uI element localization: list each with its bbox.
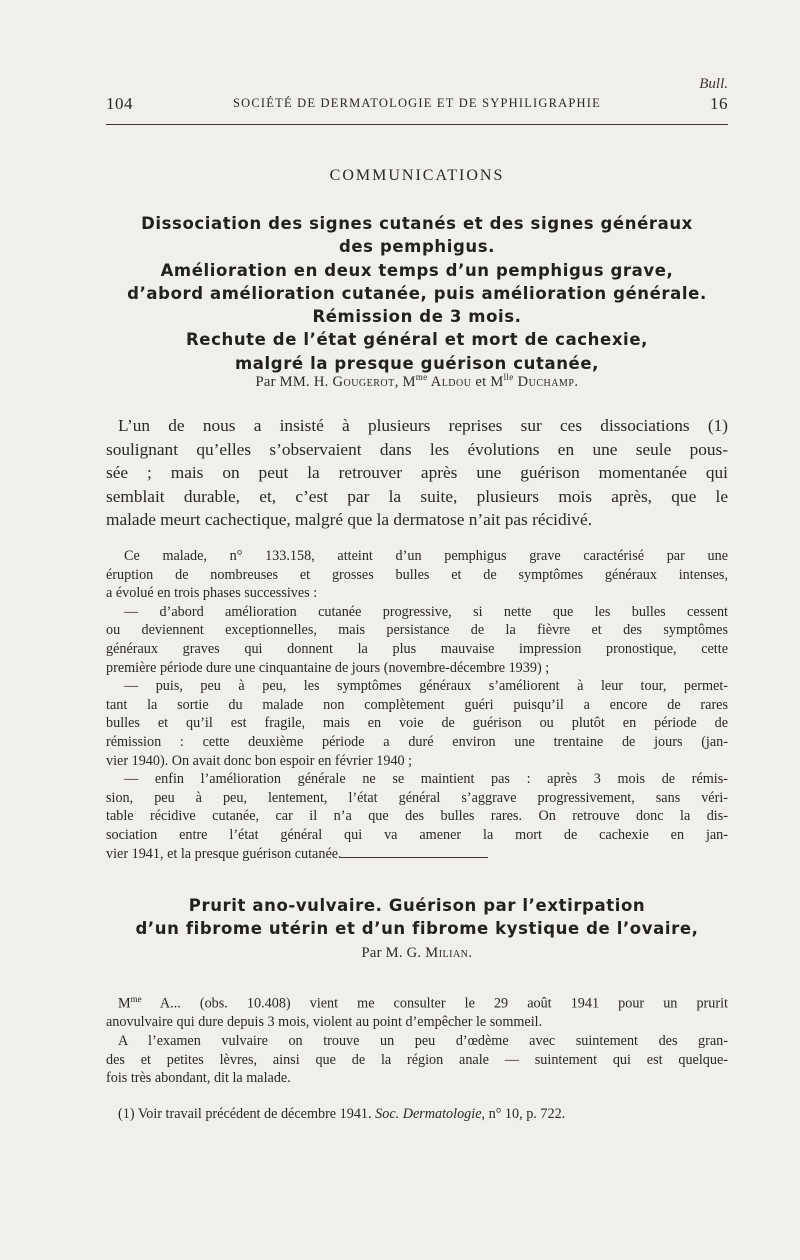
text-line: Ce malade, n° 133.158, atteint d’un pemphigus grave caractérisé par une (124, 548, 728, 564)
author-name: Duchamp. (513, 373, 579, 390)
byline-prefix: Par MM. H. (255, 373, 333, 390)
corner-annotation: Bull. (699, 76, 728, 92)
author-name: Aldou (427, 373, 472, 390)
text-line: A l’examen vulvaire on trouve un peu d’œdème avec suintement des gran- (118, 1032, 728, 1049)
title-abbrev: me (415, 372, 428, 382)
text-line: — d’abord amélioration cutanée progressive, si nette que les bulles cessent (124, 603, 728, 620)
text-line: sion, peu à peu, lentement, l’état général s’aggrave progressivement, sans véri- (106, 789, 728, 806)
text-line: généraux graves qui donnent la plus mauvaise impression pronostique, cette (106, 640, 728, 657)
title-line: Rémission de 3 mois. (312, 307, 522, 327)
text-line: sée ; mais on peut la retrouver après une guérison momentanée qui (106, 463, 728, 483)
text-line: table récidive cutanée, car il n’a que des bulles rares. On retrouve donc la dis- (106, 808, 728, 825)
article-2-byline (106, 945, 728, 962)
footnote-text: , n° 10, p. 722. (481, 1106, 566, 1122)
author-name: Gougerot (332, 373, 395, 390)
section-heading: COMMUNICATIONS (329, 167, 505, 184)
author-name: Milian. (425, 945, 473, 961)
page-number: 104 (106, 94, 133, 113)
running-header (106, 94, 728, 114)
byline-separator: , M (394, 373, 416, 390)
title-line: d’un fibrome utérin et d’un fibrome kystique de l’ovaire, (135, 919, 699, 939)
text-line: fois très abondant, dit la malade. (106, 1070, 291, 1087)
text-line: vier 1941, et la presque guérison cutanée. (106, 845, 342, 862)
text-line: rémission : cette deuxième période a duré environ une trentaine de jours (jan- (106, 733, 728, 750)
running-title: SOCIÉTÉ DE DERMATOLOGIE ET DE SYPHILIGRAPHIE (233, 96, 601, 110)
text-line: éruption de nombreuses et grosses bulles et de symptômes généraux intenses, (106, 566, 728, 583)
title-line: Rechute de l’état général et mort de cachexie, (186, 330, 648, 350)
article-separator (340, 857, 488, 858)
text-line (106, 990, 728, 1013)
text-line: bulles et qu’il est fragile, mais en voie de guérison ou plutôt en période de (106, 715, 728, 732)
byline-prefix: Par M. G. (361, 945, 426, 961)
title-line: Prurit ano-vulvaire. Guérison par l’extirpation (188, 896, 646, 915)
text-line: — enfin l’amélioration générale ne se maintient pas : après 3 mois de rémis- (124, 771, 728, 788)
text-line: semblait durable, et, c’est par la suite, plusieurs mois après, que le (106, 486, 728, 506)
title-line: des pemphigus. (338, 237, 496, 257)
title-abbrev: me (130, 994, 142, 1004)
text-line: tant la sortie du malade non complètement guéri puisqu’il a encore de rares (106, 696, 728, 713)
byline-separator: et M (471, 373, 504, 390)
text-line: vier 1940). On avait donc bon espoir en février 1940 ; (106, 752, 413, 769)
text-line: des et petites lèvres, ainsi que de la région anale — suintement qui est quelque- (106, 1051, 728, 1068)
journal-name: Soc. Dermatologie (375, 1106, 482, 1122)
title-line: malgré la presque guérison cutanée, (235, 353, 599, 373)
text-line: — puis, peu à peu, les symptômes généraux s’améliorent à leur tour, permet- (124, 678, 728, 695)
text-line: L’un de nous a insisté à plusieurs reprises sur ces dissociations (1) (118, 416, 728, 435)
title-abbrev: lle (503, 372, 514, 382)
text-line: ou deviennent exceptionnelles, mais persistance de la fièvre et des symptômes (106, 622, 728, 639)
case-report (106, 547, 728, 863)
title-line: Dissociation des signes cutanés et des signes généraux (141, 214, 693, 233)
article-1-title (106, 212, 728, 375)
volume-number: 16 (710, 94, 728, 113)
text-line: sociation entre l’état général qui va amener la mort de cachexie en jan- (106, 826, 728, 843)
text-line: soulignant qu’elles s’observaient dans les évolutions en une seule pous- (106, 439, 728, 459)
article-1-byline (106, 372, 728, 391)
title-line: d’abord amélioration cutanée, puis amélioration générale. (127, 283, 707, 303)
article-2-title (106, 894, 728, 941)
text-line: première période dure une cinquantaine de jours (novembre-décembre 1939) ; (106, 659, 550, 676)
text-fragment: A... (obs. 10.408) vient me consulter le 29 août 1941 pour un prurit (141, 995, 728, 1012)
text-line: malade meurt cachectique, malgré que la dermatose n’ait pas récidivé. (106, 510, 593, 530)
footnote-text: (1) Voir travail précédent de décembre 1941. (118, 1106, 376, 1122)
header-rule (106, 124, 728, 125)
text-line: anovulvaire qui dure depuis 3 mois, violent au point d’empêcher le sommeil. (106, 1014, 543, 1031)
footnote (106, 1106, 728, 1123)
text-fragment: M (118, 995, 131, 1012)
title-line: Amélioration en deux temps d’un pemphigus grave, (160, 260, 674, 280)
article-2-body (106, 990, 728, 1088)
text-line: a évolué en trois phases successives : (106, 585, 318, 602)
intro-paragraph (106, 414, 728, 532)
